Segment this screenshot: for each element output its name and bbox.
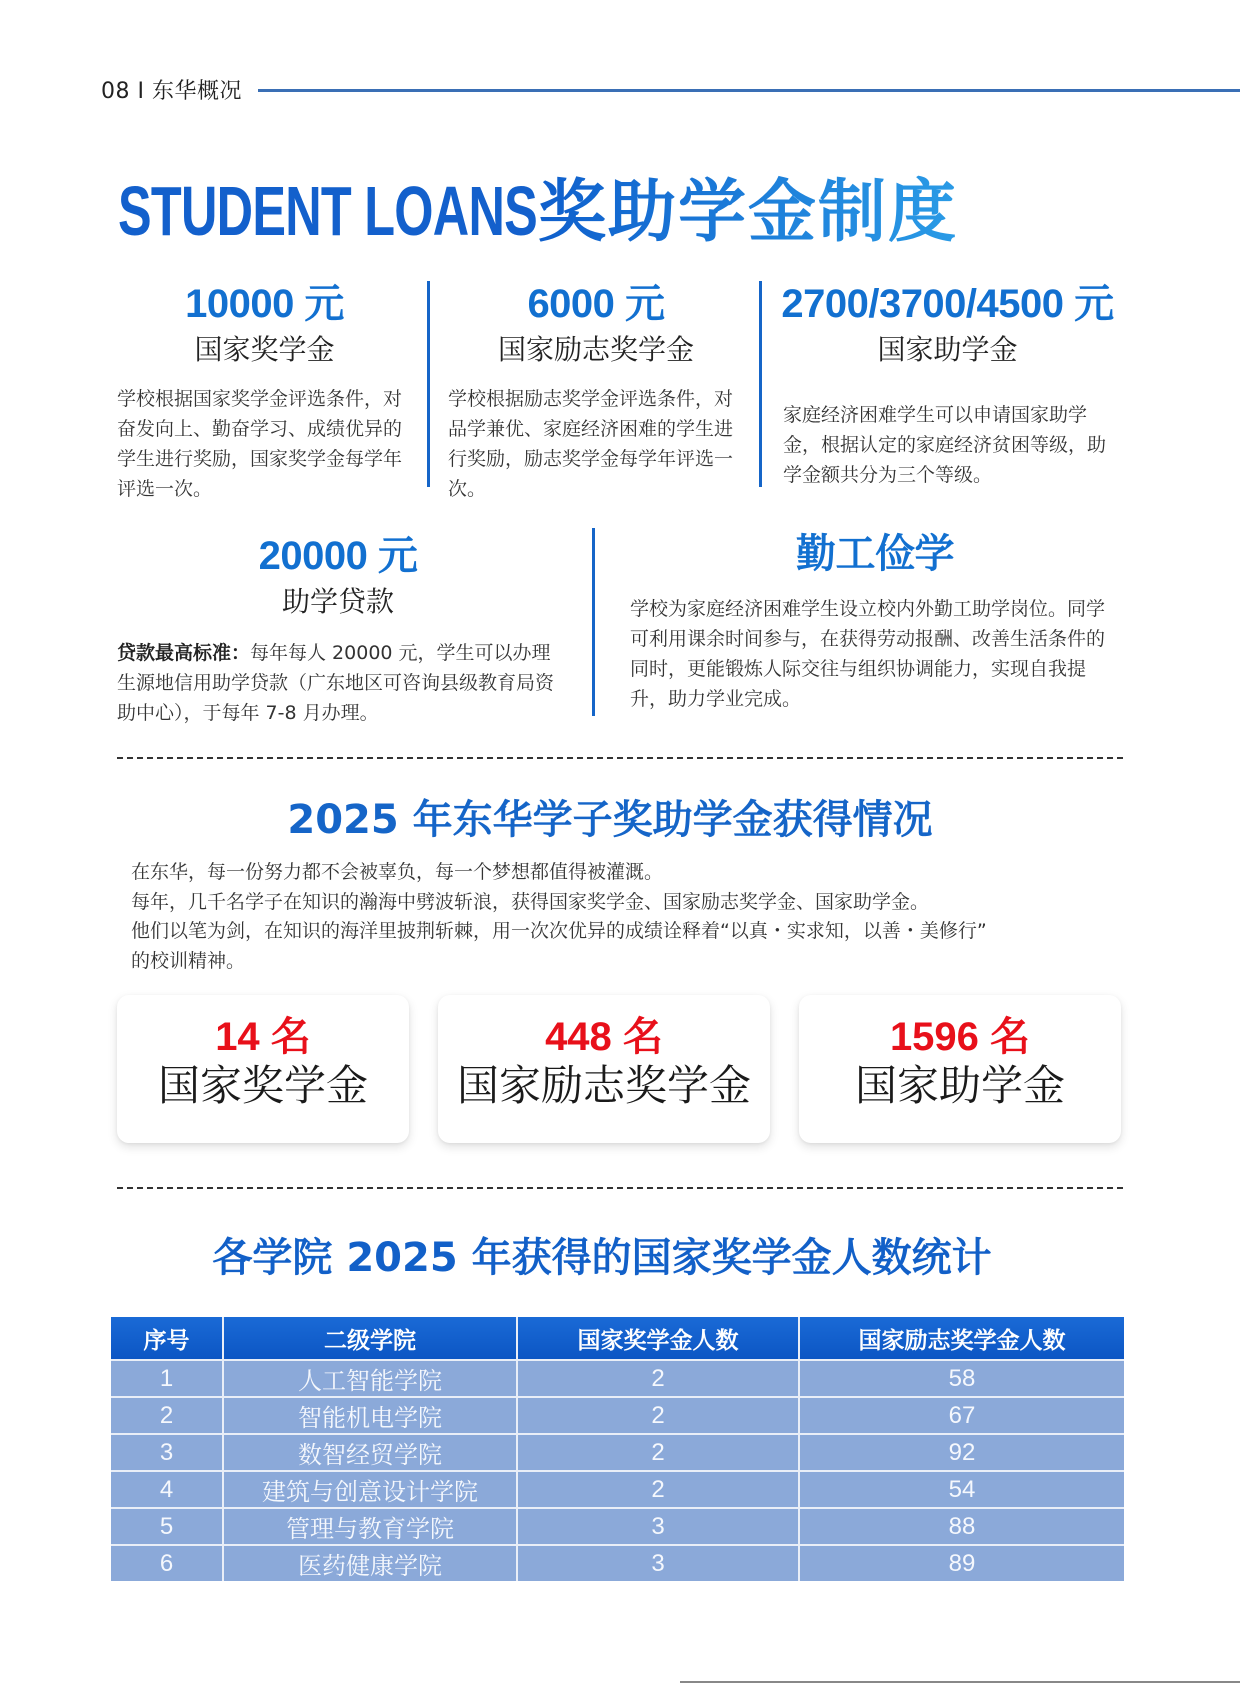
award-card-national-grant [799, 995, 1121, 1143]
column-divider [427, 281, 430, 487]
award-card-national-scholarship [117, 995, 409, 1143]
cell-college: 数智经贸学院 [223, 1434, 517, 1471]
intro-line: 在东华，每一份努力都不会被辜负，每一个梦想都值得被灌溉。 [131, 861, 664, 883]
table-row [111, 1434, 1124, 1471]
work-study-title: 勤工俭学 [796, 531, 954, 577]
table-section-title: 各学院 2025 年获得的国家奖学金人数统计 [212, 1235, 992, 1281]
column-divider [759, 281, 762, 487]
student-loan [117, 532, 559, 728]
cell-national-count: 2 [517, 1397, 799, 1434]
page-title [118, 158, 958, 255]
column-header: 国家励志奖学金人数 [799, 1317, 1124, 1360]
dashed-divider [117, 757, 1123, 759]
table-row [111, 1397, 1124, 1434]
cell-inspirational-count: 58 [799, 1360, 1124, 1397]
dashed-divider [117, 1187, 1123, 1189]
cell-college: 医药健康学院 [223, 1545, 517, 1581]
table-row [111, 1471, 1124, 1508]
cell-inspirational-count: 54 [799, 1471, 1124, 1508]
cell-inspirational-count: 92 [799, 1434, 1124, 1471]
work-study-description: 学校为家庭经济困难学生设立校内外勤工助学岗位。同学可利用课余时间参与，在获得劳动报酬、改善生活条件的同时，更能锻炼人际交往与组织协调能力，实现自我提升，助力学业完成。 [630, 598, 1106, 710]
scholarship-name: 国家奖学金 [194, 333, 335, 366]
loan-amount: 20000 元 [258, 534, 418, 578]
table-row [111, 1545, 1124, 1581]
cell-college: 智能机电学院 [223, 1397, 517, 1434]
page-title-english: STUDENT LOANS [118, 172, 538, 250]
cell-index: 1 [111, 1360, 223, 1397]
award-name: 国家助学金 [854, 1061, 1065, 1110]
cell-index: 6 [111, 1545, 223, 1581]
scholarship-amount: 10000 元 [185, 282, 344, 326]
header-rule [258, 89, 1240, 92]
scholarship-name: 国家助学金 [877, 333, 1018, 366]
intro-line: 他们以笔为剑，在知识的海洋里披荆斩棘，用一次次优异的成绩诠释着“以真・实求知，以善・美修行” [131, 920, 987, 942]
grant-national [775, 280, 1120, 490]
cell-national-count: 3 [517, 1545, 799, 1581]
column-header: 国家奖学金人数 [517, 1317, 799, 1360]
cell-inspirational-count: 88 [799, 1508, 1124, 1545]
page-title-chinese: 奖助学金制度 [538, 158, 958, 255]
scholarship-amount: 2700/3700/4500 元 [781, 282, 1114, 326]
column-divider [592, 528, 595, 716]
intro-line: 每年，几千名学子在知识的瀚海中劈波斩浪，获得国家奖学金、国家励志奖学金、国家助学金。 [131, 890, 930, 913]
cell-college: 人工智能学院 [223, 1360, 517, 1397]
award-name: 国家奖学金 [157, 1061, 368, 1110]
cell-national-count: 2 [517, 1434, 799, 1471]
cell-index: 5 [111, 1508, 223, 1545]
loan-bold-label: 贷款最高标准： [117, 642, 251, 664]
work-study [630, 530, 1120, 714]
awards-section-title: 2025 年东华学子奖助学金获得情况 [287, 797, 933, 843]
cell-index: 3 [111, 1434, 223, 1471]
scholarship-description: 学校根据励志奖学金评选条件，对品学兼优、家庭经济困难的学生进行奖励，励志奖学金每学年评选一次。 [448, 388, 734, 500]
intro-line: 的校训精神。 [131, 949, 246, 972]
page-header-label: 08 I 东华概况 [101, 79, 243, 104]
awards-intro [131, 858, 987, 976]
page-header [101, 74, 1240, 105]
college-scholarship-table [111, 1317, 1124, 1581]
cell-college: 管理与教育学院 [223, 1508, 517, 1545]
scholarship-description: 家庭经济困难学生可以申请国家助学金，根据认定的家庭经济贫困等级，助学金额共分为三个等级。 [783, 404, 1107, 486]
loan-description: 贷款最高标准：每年每人 20000 元，学生可以办理生源地信用助学贷款（广东地区可咨询县级教育局资助中心），于每年 7-8 月办理。 [117, 642, 555, 724]
award-count: 1596 名 [889, 1015, 1031, 1059]
column-header: 序号 [111, 1317, 223, 1360]
cell-national-count: 3 [517, 1508, 799, 1545]
scholarship-inspirational [448, 280, 744, 504]
scholarship-description: 学校根据国家奖学金评选条件，对奋发向上、勤奋学习、成绩优异的学生进行奖励，国家奖学金每学年评选一次。 [117, 388, 403, 500]
column-header: 二级学院 [223, 1317, 517, 1360]
cell-inspirational-count: 89 [799, 1545, 1124, 1581]
table-header-row [111, 1317, 1124, 1360]
award-count: 448 名 [545, 1015, 663, 1059]
cell-national-count: 2 [517, 1360, 799, 1397]
award-count: 14 名 [215, 1015, 311, 1059]
award-card-inspirational-scholarship [438, 995, 770, 1143]
cell-index: 4 [111, 1471, 223, 1508]
cell-college: 建筑与创意设计学院 [223, 1471, 517, 1508]
scholarship-amount: 6000 元 [527, 282, 665, 326]
table-row [111, 1360, 1124, 1397]
cell-national-count: 2 [517, 1471, 799, 1508]
cell-index: 2 [111, 1397, 223, 1434]
table-row [111, 1508, 1124, 1545]
loan-name: 助学贷款 [281, 585, 394, 618]
scholarship-name: 国家励志奖学金 [497, 333, 694, 366]
scholarship-national [117, 280, 412, 504]
cell-inspirational-count: 67 [799, 1397, 1124, 1434]
award-name: 国家励志奖学金 [456, 1061, 751, 1110]
